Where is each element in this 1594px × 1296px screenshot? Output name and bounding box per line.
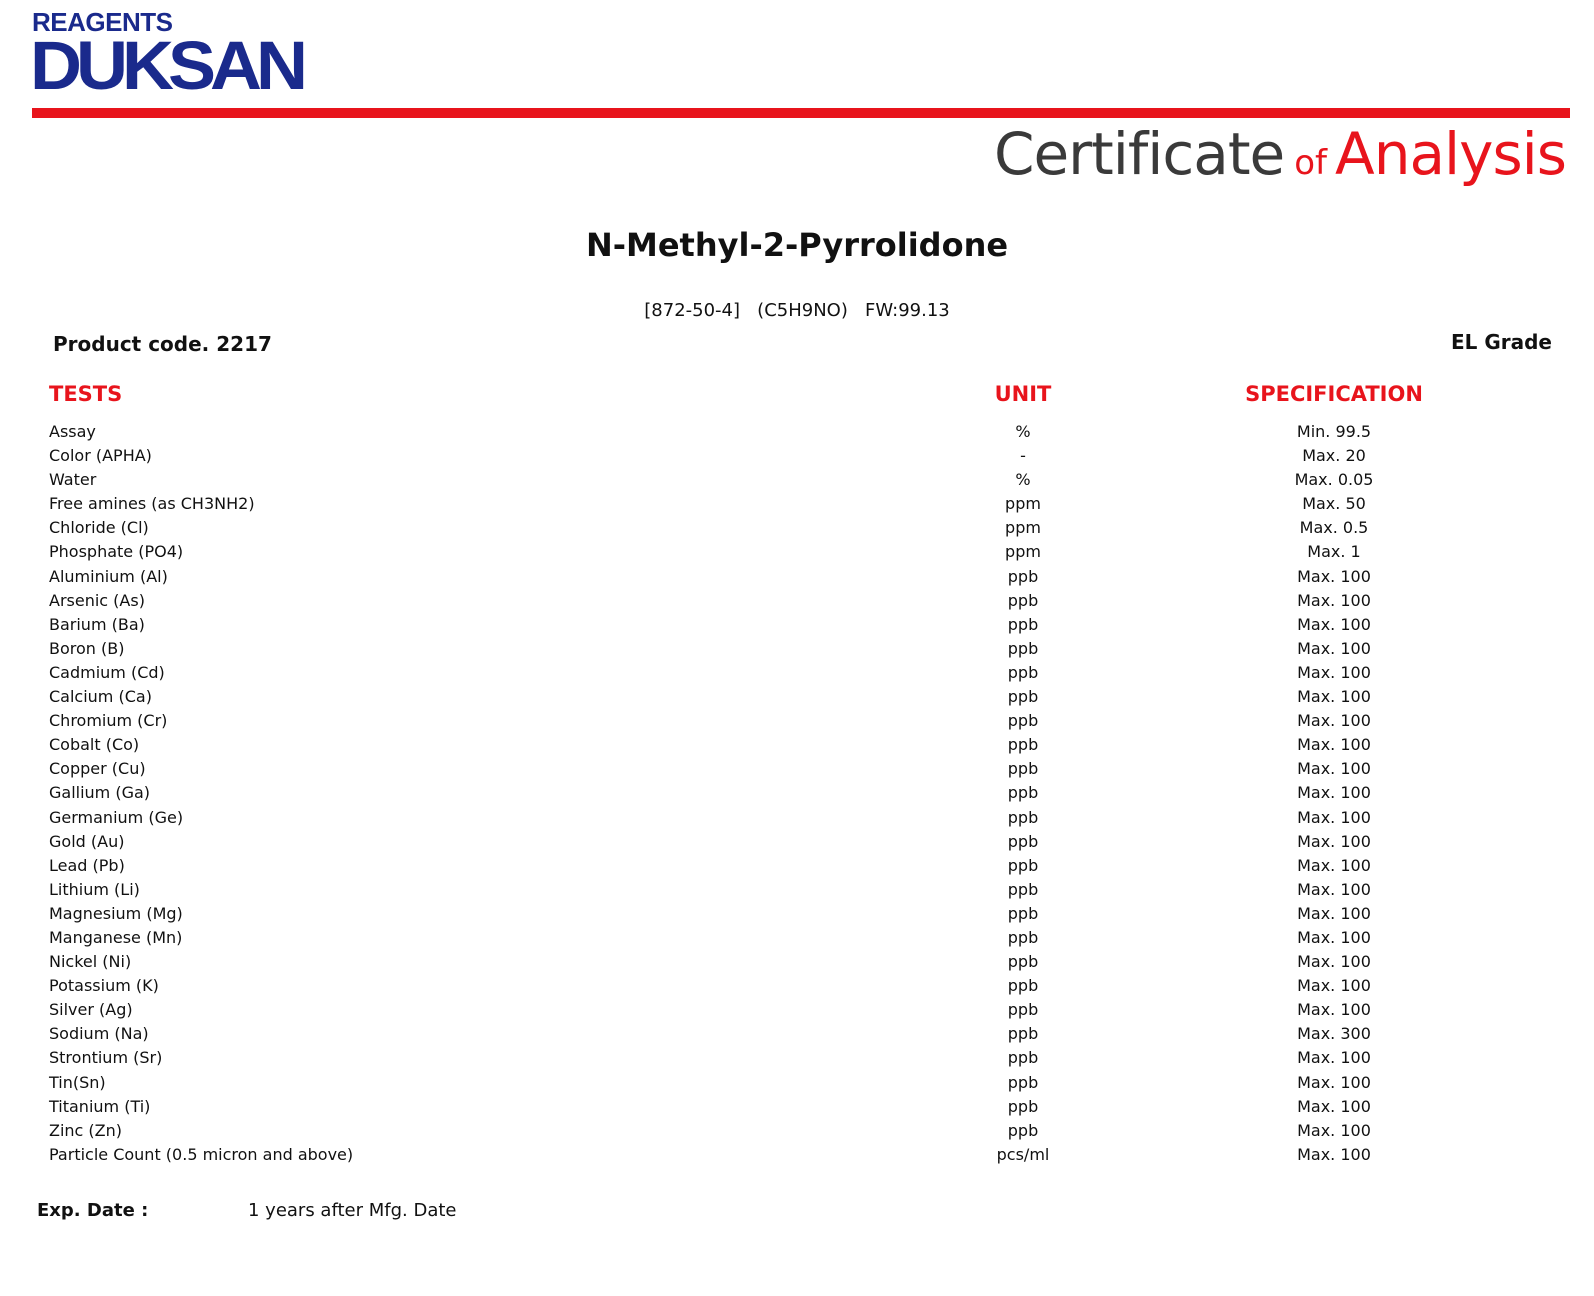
test-specification: Max. 20 <box>1302 446 1366 466</box>
table-row <box>49 589 1549 613</box>
test-unit: ppb <box>1007 855 1039 875</box>
test-name: Assay <box>49 422 96 441</box>
test-specification: Max. 100 <box>1297 807 1371 827</box>
table-row <box>49 950 1549 974</box>
test-name: Manganese (Mn) <box>49 927 183 947</box>
logo-reagents-text: REAGENTS <box>32 7 173 37</box>
table-row <box>49 661 1549 685</box>
test-name: Lead (Pb) <box>49 855 125 875</box>
test-name: Silver (Ag) <box>49 1000 133 1020</box>
table-row <box>49 444 1549 468</box>
test-name: Aluminium (Al) <box>49 566 168 586</box>
test-specification: Max. 100 <box>1297 662 1371 682</box>
test-specification: Max. 100 <box>1297 927 1371 947</box>
table-row <box>49 854 1549 878</box>
test-name: Sodium (Na) <box>49 1024 149 1044</box>
test-unit: ppb <box>1007 903 1039 923</box>
table-row <box>49 1095 1549 1119</box>
table-row <box>49 1022 1549 1046</box>
table-row <box>49 613 1549 637</box>
test-unit: ppb <box>1007 1072 1039 1092</box>
test-specification: Max. 100 <box>1297 879 1371 899</box>
test-unit: ppb <box>1007 662 1039 682</box>
table-header <box>49 382 1549 420</box>
table-row <box>49 1046 1549 1070</box>
expiry-value: 1 years after Mfg. Date <box>248 1200 457 1221</box>
test-specification: Max. 100 <box>1297 1048 1371 1068</box>
table-row <box>49 781 1549 805</box>
test-specification: Max. 100 <box>1297 855 1371 875</box>
test-specification: Max. 100 <box>1297 976 1371 996</box>
header-tests: TESTS <box>49 382 123 406</box>
test-unit: ppb <box>1007 807 1039 827</box>
test-specification: Max. 100 <box>1297 1000 1371 1020</box>
test-unit: ppb <box>1007 927 1039 947</box>
test-name: Magnesium (Mg) <box>49 903 183 923</box>
test-unit: ppb <box>1007 590 1039 610</box>
test-specification: Max. 100 <box>1297 952 1371 972</box>
test-name: Zinc (Zn) <box>49 1120 123 1140</box>
test-specification: Max. 100 <box>1297 759 1371 779</box>
table-row <box>49 1143 1549 1167</box>
test-name: Potassium (K) <box>49 976 159 996</box>
test-unit: ppb <box>1007 614 1039 634</box>
test-name: Barium (Ba) <box>49 614 145 634</box>
table-row <box>49 902 1549 926</box>
test-specification: Max. 100 <box>1297 614 1371 634</box>
test-name: Cobalt (Co) <box>49 735 140 755</box>
test-specification: Min. 99.5 <box>1296 422 1372 441</box>
specification-table <box>49 382 1549 1167</box>
table-row <box>49 540 1549 564</box>
product-grade: EL Grade <box>1450 330 1552 354</box>
test-unit: ppb <box>1007 759 1039 779</box>
test-specification: Max. 300 <box>1297 1024 1371 1044</box>
test-name: Chloride (Cl) <box>49 518 149 538</box>
test-specification: Max. 100 <box>1297 687 1371 707</box>
title-of: of <box>1294 143 1328 183</box>
logo-duksan-text: DUKSAN <box>30 28 303 105</box>
table-row <box>49 565 1549 589</box>
table-row <box>49 468 1549 492</box>
test-name: Strontium (Sr) <box>49 1048 163 1068</box>
duksan-logo <box>32 8 302 103</box>
header-specification: SPECIFICATION <box>1245 382 1423 406</box>
header-unit: UNIT <box>994 382 1052 406</box>
table-row <box>49 685 1549 709</box>
table-row <box>49 878 1549 902</box>
table-row <box>49 1119 1549 1143</box>
test-unit: ppb <box>1007 566 1039 586</box>
test-unit: ppb <box>1007 1000 1039 1020</box>
test-unit: ppb <box>1007 638 1039 658</box>
test-name: Water <box>49 470 97 490</box>
test-name: Calcium (Ca) <box>49 687 152 707</box>
test-name: Gallium (Ga) <box>49 783 151 803</box>
test-name: Titanium (Ti) <box>49 1096 151 1116</box>
test-name: Cadmium (Cd) <box>49 662 165 682</box>
table-row <box>49 974 1549 998</box>
test-specification: Max. 0.05 <box>1294 470 1374 490</box>
test-name: Boron (B) <box>49 638 125 658</box>
test-unit: ppb <box>1007 1120 1039 1140</box>
test-name: Color (APHA) <box>49 446 152 466</box>
test-unit: ppb <box>1007 952 1039 972</box>
test-specification: Max. 1 <box>1307 542 1361 562</box>
table-row <box>49 830 1549 854</box>
test-unit: ppb <box>1007 735 1039 755</box>
test-specification: Max. 100 <box>1297 1072 1371 1092</box>
test-unit: ppm <box>1005 494 1041 514</box>
product-code: Product code. 2217 <box>53 332 272 356</box>
certificate-title <box>994 118 1566 205</box>
test-unit: ppb <box>1007 1048 1039 1068</box>
test-unit: ppb <box>1007 1024 1039 1044</box>
product-name: N-Methyl-2-Pyrrolidone <box>585 226 1009 264</box>
test-unit: ppb <box>1007 976 1039 996</box>
test-specification: Max. 100 <box>1297 783 1371 803</box>
table-row <box>49 998 1549 1022</box>
product-formula-line: [872-50-4] (C5H9NO) FW:99.13 <box>644 300 950 321</box>
table-row <box>49 637 1549 661</box>
table-body <box>49 420 1549 1167</box>
test-name: Tin(Sn) <box>49 1072 106 1092</box>
test-unit: ppm <box>1005 542 1041 562</box>
test-unit: ppb <box>1007 711 1039 731</box>
title-certificate: Certificate <box>993 120 1285 188</box>
header-red-rule <box>32 108 1570 118</box>
test-name: Gold (Au) <box>49 831 125 851</box>
test-name: Arsenic (As) <box>49 590 145 610</box>
test-specification: Max. 100 <box>1297 566 1371 586</box>
test-specification: Max. 50 <box>1302 494 1366 514</box>
title-analysis: Analysis <box>1335 120 1566 188</box>
test-name: Particle Count (0.5 micron and above) <box>49 1144 354 1164</box>
table-row <box>49 757 1549 781</box>
test-specification: Max. 100 <box>1297 735 1371 755</box>
test-unit: - <box>1020 446 1026 466</box>
test-unit: ppb <box>1007 1096 1039 1116</box>
test-specification: Max. 100 <box>1297 903 1371 923</box>
table-row <box>49 709 1549 733</box>
test-specification: Max. 100 <box>1297 1120 1371 1140</box>
test-name: Chromium (Cr) <box>49 711 168 731</box>
table-row <box>49 492 1549 516</box>
test-specification: Max. 100 <box>1297 1096 1371 1116</box>
test-unit: ppb <box>1007 783 1039 803</box>
table-row <box>49 1071 1549 1095</box>
test-name: Copper (Cu) <box>49 759 146 779</box>
table-row <box>49 516 1549 540</box>
expiry-label: Exp. Date : <box>37 1200 149 1221</box>
test-unit: ppm <box>1005 518 1041 538</box>
test-name: Free amines (as CH3NH2) <box>49 494 255 514</box>
test-unit: % <box>1015 422 1031 441</box>
test-name: Nickel (Ni) <box>49 952 132 972</box>
table-row <box>49 733 1549 757</box>
test-specification: Max. 100 <box>1297 1144 1371 1164</box>
test-unit: ppb <box>1007 831 1039 851</box>
test-unit: ppb <box>1007 879 1039 899</box>
test-specification: Max. 100 <box>1297 711 1371 731</box>
table-row <box>49 420 1549 444</box>
test-unit: pcs/ml <box>996 1144 1050 1164</box>
test-unit: ppb <box>1007 687 1039 707</box>
test-specification: Max. 100 <box>1297 831 1371 851</box>
test-name: Germanium (Ge) <box>49 807 184 827</box>
test-unit: % <box>1015 470 1031 490</box>
test-specification: Max. 0.5 <box>1299 518 1369 538</box>
table-row <box>49 806 1549 830</box>
test-name: Lithium (Li) <box>49 879 140 899</box>
test-name: Phosphate (PO4) <box>49 542 184 562</box>
table-row <box>49 926 1549 950</box>
test-specification: Max. 100 <box>1297 638 1371 658</box>
test-specification: Max. 100 <box>1297 590 1371 610</box>
